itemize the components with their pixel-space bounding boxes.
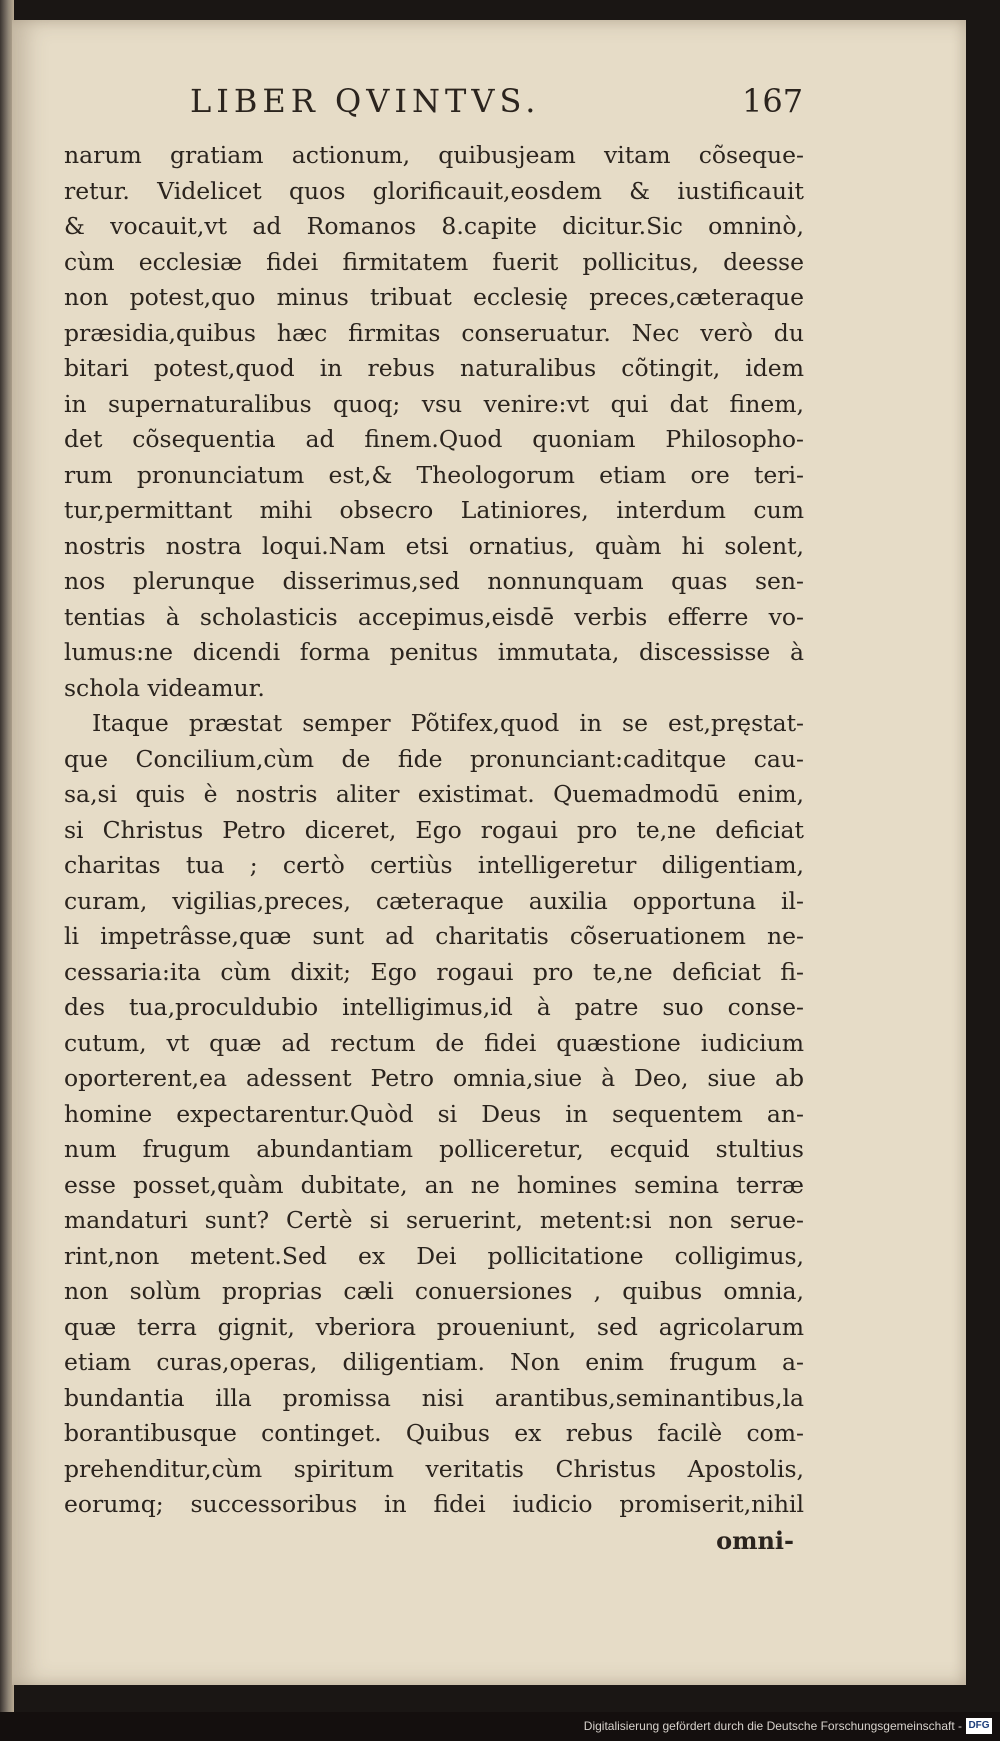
text-line: li impetrâsse,quæ sunt ad charitatis cõseruationem ne- (64, 922, 804, 950)
text-line: cessaria:ita cùm dixit; Ego rogaui pro te,ne deficiat fi- (64, 957, 804, 986)
text-line: etiam curas,operas, diligentiam. Non enim frugum a- (64, 1348, 804, 1376)
text-line: retur. Videlicet quos glorificauit,eosdem & iustificauit (64, 176, 804, 205)
book-page (12, 20, 966, 1685)
text-line: curam, vigilias,preces, cæteraque auxilia opportuna il- (64, 886, 804, 915)
text-line: non solùm proprias cæli conuersiones , quibus omnia, (64, 1277, 804, 1305)
page-header (12, 82, 966, 134)
text-line: des tua,proculdubio intelligimus,id à patre suo conse- (64, 993, 804, 1021)
page-number: 167 (742, 82, 804, 120)
text-line: borantibusque continget. Quibus ex rebus facilè com- (64, 1419, 804, 1447)
text-line: eorumq; successoribus in fidei iudicio promiserit,nihil (64, 1490, 804, 1518)
text-line: prehenditur,cùm spiritum veritatis Christus Apostolis, (64, 1454, 804, 1483)
text-line: num frugum abundantiam polliceretur, ecquid stultius (64, 1135, 804, 1163)
text-line: charitas tua ; certò certiùs intelligeretur diligentiam, (64, 851, 804, 879)
text-line: nostris nostra loqui.Nam etsi ornatius, quàm hi solent, (64, 531, 804, 560)
text-line: rint,non metent.Sed ex Dei pollicitatione colligimus, (64, 1241, 804, 1270)
text-line: non potest,quo minus tribuat ecclesię preces,cæteraque (64, 283, 804, 311)
text-line: schola videamur. (64, 673, 265, 702)
dfg-logo-icon: DFG (966, 1718, 992, 1734)
text-line: si Christus Petro diceret, Ego rogaui pro te,ne deficiat (64, 815, 804, 844)
text-line: nos plerunque disserimus,sed nonnunquam quas sen- (64, 567, 804, 595)
text-line: cutum, vt quæ ad rectum de fidei quæstione iudicium (64, 1028, 804, 1057)
text-line: rum pronunciatum est,& Theologorum etiam ore teri- (64, 460, 804, 489)
text-line: narum gratiam actionum, quibusjeam vitam cõseque- (64, 141, 804, 169)
text-line: oporterent,ea adessent Petro omnia,siue à Deo, siue ab (64, 1064, 804, 1092)
text-line: bitari potest,quod in rebus naturalibus cõtingit, idem (64, 354, 804, 382)
text-line: cùm ecclesiæ fidei firmitatem fuerit pollicitus, deesse (64, 247, 804, 276)
text-line: det cõsequentia ad finem.Quod quoniam Philosopho- (64, 425, 804, 453)
text-line: lumus:ne dicendi forma penitus immutata, discessisse à (64, 638, 804, 666)
text-line: præsidia,quibus hæc firmitas conseruatur. Nec verò du (64, 318, 804, 347)
text-line: esse posset,quàm dubitate, an ne homines semina terræ (64, 1170, 804, 1199)
text-line: que Concilium,cùm de fide pronunciant:caditque cau- (64, 744, 804, 773)
text-line: sa,si quis è nostris aliter existimat. Quemadmodū enim, (64, 780, 804, 808)
running-head: LIBER QVINTVS. (190, 82, 541, 120)
text-line: tentias à scholasticis accepimus,eisdē verbis efferre vo- (64, 602, 804, 631)
text-line: homine expectarentur.Quòd si Deus in sequentem an- (64, 1099, 804, 1128)
text-line: quæ terra gignit, vberiora proueniunt, sed agricolarum (64, 1312, 804, 1341)
text-line: in supernaturalibus quoq; vsu venire:vt qui dat finem, (64, 389, 804, 418)
text-line: mandaturi sunt? Certè si seruerint, metent:si non serue- (64, 1206, 804, 1234)
paragraph-start-line: Itaque præstat semper Põtifex,quod in se est,pręstat- (92, 709, 804, 737)
text-line: & vocauit,vt ad Romanos 8.capite dicitur.Sic omninò, (64, 212, 804, 240)
catchword: omni- (716, 1525, 794, 1555)
text-line: bundantia illa promissa nisi arantibus,seminantibus,la (64, 1383, 804, 1412)
funding-credit: Digitalisierung gefördert durch die Deutsche Forschungsgemeinschaft - (583, 1719, 962, 1733)
digitization-footer (0, 1712, 1000, 1741)
body-text (64, 138, 804, 1559)
text-line: tur,permittant mihi obsecro Latiniores, interdum cum (64, 496, 804, 524)
